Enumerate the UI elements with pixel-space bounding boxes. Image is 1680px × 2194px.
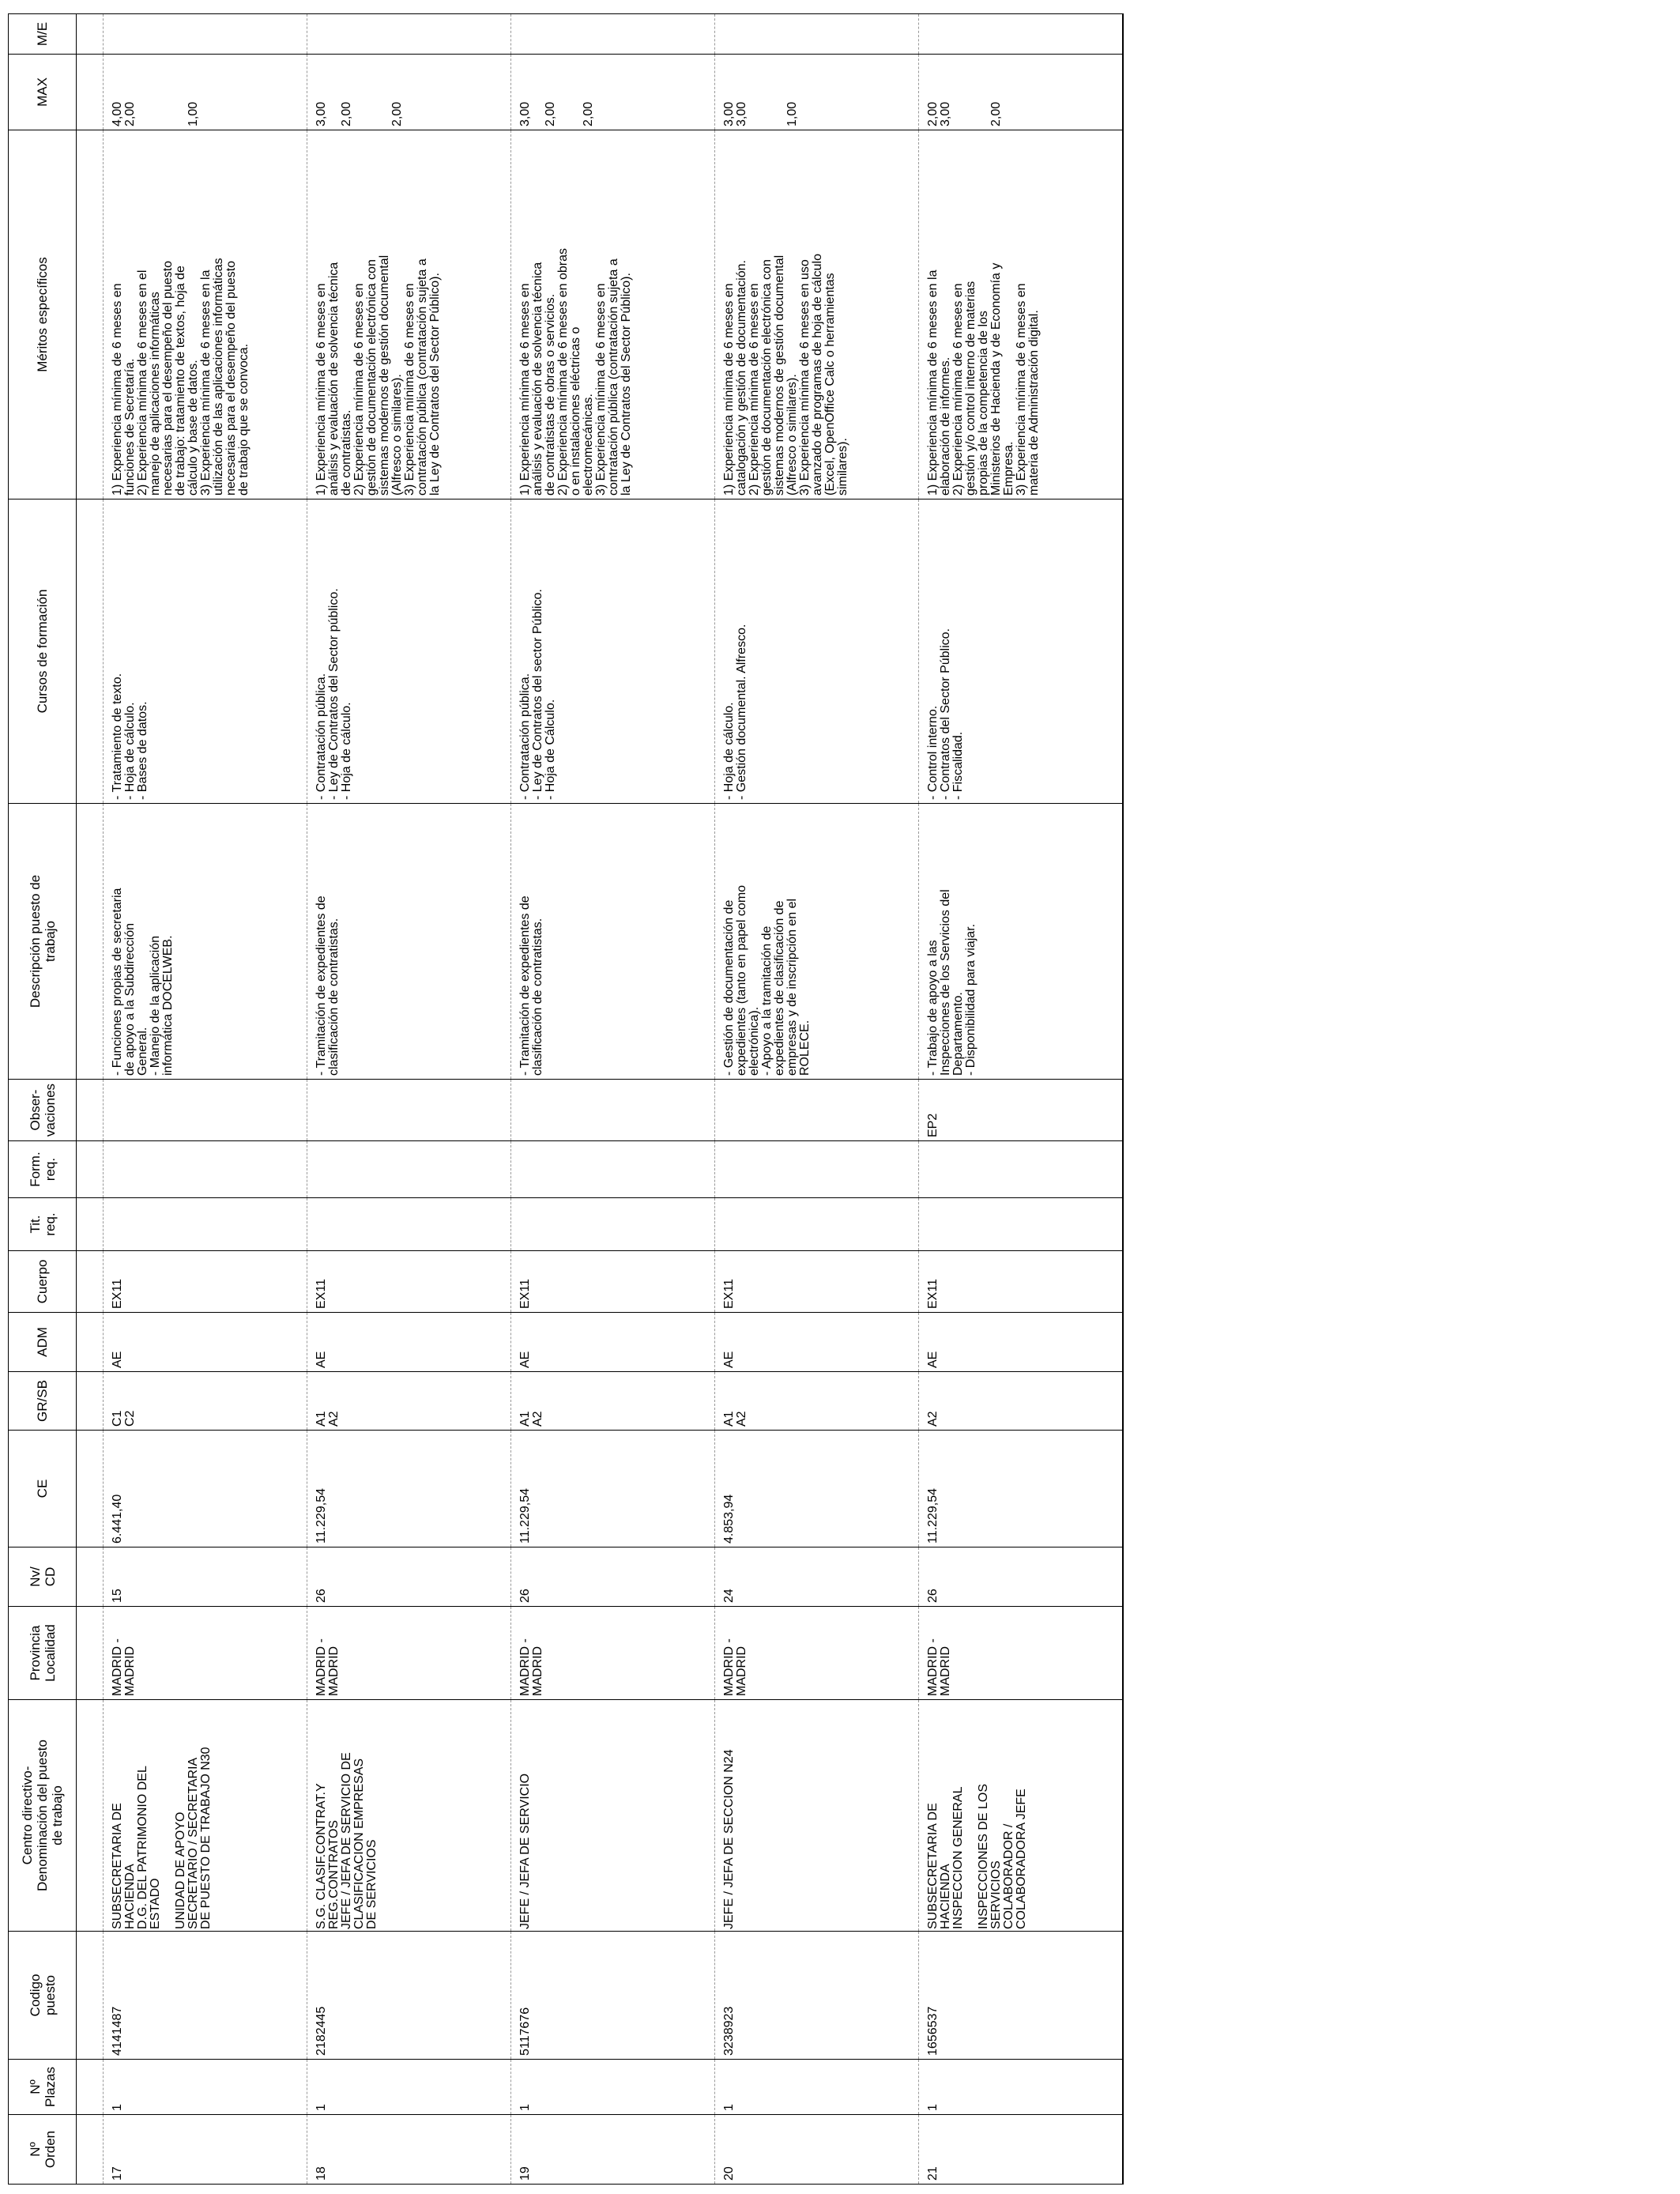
max-value [799,58,812,126]
obs-value [715,1080,723,1140]
cell-max [715,55,919,130]
plazas-value: 1 [315,2104,328,2111]
orden-value: 17 [111,2166,124,2181]
header-codigo: Codigo puesto [9,1932,77,2060]
max-value [1003,58,1015,126]
nivel-value: 24 [722,1589,736,1603]
obs-value [104,1080,111,1140]
provincia-value: MADRID - MADRID [518,1638,544,1696]
cell-tit [511,1198,715,1251]
cell-centro [104,1700,307,1932]
max-value [761,58,774,126]
cell-cursos [511,499,715,804]
cell-ce [307,1431,511,1547]
adm-value: AE [315,1351,328,1368]
orden-value: 18 [315,2166,328,2181]
centro-directivo: SUBSECRETARIA DE HACIENDA INSPECCION GENERAL INSPECCIONES DE LOS SERVICIOS [926,1783,1003,1929]
header-adm: ADM [9,1313,77,1372]
max-value [137,58,149,126]
cell-max [307,55,511,130]
header-max: MAX [9,55,77,130]
cell-ce [715,1431,919,1547]
header-orden: Nº Orden [9,2115,77,2185]
adm-value: AE [722,1351,736,1368]
header-ce: CE [9,1431,77,1547]
max-value: 2,00 [544,101,557,126]
cell-adm [715,1313,919,1372]
cell-form [715,1141,919,1198]
nivel-value: 26 [926,1589,940,1603]
max-value: 4,00 [111,101,124,126]
max-value: 1,00 [186,101,200,126]
plazas-value: 1 [926,2104,940,2111]
codigo-value: 4141487 [111,2006,124,2056]
tit-value [511,1198,519,1250]
header-form: Form. req. [9,1141,77,1198]
cell-descripcion [104,804,307,1080]
cell-descripcion [715,804,919,1080]
orden-value: 21 [926,2166,940,2181]
max-value [748,58,761,126]
cell-orden [104,2115,307,2185]
cell-meritos [511,130,715,499]
cell-tit [715,1198,919,1251]
job-positions-table [8,13,1124,2185]
max-value [532,58,544,126]
me-value [104,14,111,54]
cell-meritos [919,130,1124,499]
cell-obs [511,1080,715,1141]
max-value: 2,00 [926,101,940,126]
cell-codigo [511,1932,715,2060]
max-value: 3,00 [722,101,736,126]
cell-descripcion [919,804,1124,1080]
header-cursos: Cursos de formación [9,499,77,804]
cursos-value: - Tratamiento de texto. - Hoja de cálculo. - Bases de datos. [111,673,149,800]
cell-descripcion [307,804,511,1080]
max-value [162,58,175,126]
cell-centro [307,1700,511,1932]
cuerpo-value: EX11 [722,1279,736,1309]
spacer-row [77,14,104,2185]
adm-value: AE [926,1351,940,1368]
cell-codigo [919,1932,1124,2060]
meritos-value: 1) Experiencia mínima de 6 meses en funciones de Secretaría. 2) Experiencia mínima de 6 meses en el manejo de aplicaciones informáticas necesarias para el desempeño del puesto de trabajo: tratamiento de textos, hoja de cálculo y base de datos. 3) Experiencia mínima de 6 meses en la utilización de las aplicaciones informáticas necesarias para el desempeño del puesto de trabajo que se convoca. [111,258,250,496]
tit-value [104,1198,111,1250]
max-value: 2,00 [989,101,1003,126]
cell-centro [715,1700,919,1932]
cell-max [511,55,715,130]
centro-directivo: SUBSECRETARIA DE HACIENDA D.G. DEL PATRIMONIO DEL ESTADO UNIDAD DE APOYO [111,1766,187,1929]
centro-directivo: S.G. CLASIF.CONTRAT.Y REG.CONTRATOS [315,1783,341,1929]
descripcion-value: - Funciones propias de secretaria de apoyo a la Subdirección General. - Manejo de la aplicación informática DOCELWEB. [111,888,175,1076]
max-value: 2,00 [582,101,595,126]
plazas-value: 1 [722,2104,736,2111]
cell-cuerpo [104,1251,307,1313]
header-nivel: Nv/ CD [9,1547,77,1607]
header-me: M/E [9,14,77,55]
cell-nivel [715,1547,919,1607]
cell-form [919,1141,1124,1198]
form-value [104,1141,111,1197]
cell-cursos [715,499,919,804]
header-meritos: Méritos específicos [9,130,77,499]
cell-me [307,14,511,55]
cell-meritos [715,130,919,499]
max-value [977,58,990,126]
cell-adm [307,1313,511,1372]
form-value [715,1141,723,1197]
cell-grupo [104,1372,307,1431]
ce-value: 11.229,54 [315,1488,328,1544]
me-value [919,14,927,54]
max-value: 3,00 [939,101,952,126]
cell-provincia [715,1607,919,1700]
descripcion-value: - Trabajo de apoyo a las Inspecciones de los Servicios del Departamento. - Disponibilidad para viajar. [926,889,977,1076]
cell-provincia [307,1607,511,1700]
tit-value [919,1198,927,1250]
max-value [570,58,582,126]
max-value [952,58,965,126]
max-value [965,58,977,126]
cell-obs [104,1080,307,1141]
cell-me [104,14,307,55]
cell-max [104,55,307,130]
nivel-value: 26 [315,1589,328,1603]
provincia-value: MADRID - MADRID [315,1638,341,1696]
max-value [328,58,341,126]
cell-obs [715,1080,919,1141]
cell-orden [919,2115,1124,2185]
ce-value: 11.229,54 [518,1488,532,1544]
cell-ce [511,1431,715,1547]
orden-value: 20 [722,2166,736,2181]
cell-meritos [104,130,307,499]
codigo-value: 5117676 [518,2007,532,2056]
cell-nivel [307,1547,511,1607]
max-value: 2,00 [123,101,137,126]
table-row [715,14,919,2185]
cell-form [511,1141,715,1198]
cell-plazas [104,2060,307,2115]
puesto-denominacion: COLABORADOR / COLABORADORA JEFE [1002,1789,1028,1929]
cell-cuerpo [307,1251,511,1313]
codigo-value: 3238923 [722,2006,736,2056]
obs-value [307,1080,315,1140]
max-value [175,58,187,126]
codigo-value: 2182445 [315,2006,328,2056]
cell-me [919,14,1124,55]
cell-obs [919,1080,1124,1141]
max-value: 2,00 [390,101,404,126]
cell-grupo [511,1372,715,1431]
cell-ce [919,1431,1124,1547]
cell-max [919,55,1124,130]
max-value: 2,00 [340,101,353,126]
cell-grupo [307,1372,511,1431]
grupo-value: A1 A2 [722,1411,748,1427]
cell-descripcion [511,804,715,1080]
cursos-value: - Control interno. - Contratos del Sector Público. - Fiscalidad. [926,628,965,800]
cell-cuerpo [919,1251,1124,1313]
meritos-value: 1) Experiencia mínima de 6 meses en la elaboración de informes. 2) Experiencia mínima de 6 meses en gestión y/o control interno de materias propias de la competencia de los Ministerios de Hacienda y de Economía y Empresa. 3) Experiencia mínima de 6 meses en materia de Administración digital. [926,262,1041,496]
max-value: 1,00 [785,101,799,126]
cell-nivel [919,1547,1124,1607]
header-descripcion: Descripción puesto de trabajo [9,804,77,1080]
cell-codigo [307,1932,511,2060]
cell-nivel [104,1547,307,1607]
cuerpo-value: EX11 [111,1279,124,1309]
puesto-denominacion: SECRETARIO / SECRETARIA DE PUESTO DE TRABAJO N30 [186,1747,213,1929]
cell-tit [919,1198,1124,1251]
cell-orden [511,2115,715,2185]
cell-codigo [715,1932,919,2060]
max-value [557,58,570,126]
max-value [149,58,162,126]
header-centro: Centro directivo- Denominación del puesto de trabajo [9,1700,77,1932]
cursos-value: - Contratación pública. - Ley de Contratos del Sector público. - Hoja de cálculo. [315,588,353,800]
cursos-value: - Hoja de cálculo. - Gestión documental. Alfresco. [722,624,748,800]
cell-cursos [919,499,1124,804]
cell-cuerpo [511,1251,715,1313]
table-row [511,14,715,2185]
cell-tit [104,1198,307,1251]
cell-plazas [511,2060,715,2115]
cell-obs [307,1080,511,1141]
header-grupo: GR/SB [9,1372,77,1431]
nivel-value: 26 [518,1589,532,1603]
grupo-value: A2 [926,1411,940,1427]
adm-value: AE [111,1351,124,1368]
cell-plazas [919,2060,1124,2115]
descripcion-value: - Gestión de documentación de expedientes (tanto en papel como electrónica). - Apoyo a la tramitación de expedientes de clasificación de empresas y de inscripción en el ROLECE. [722,884,812,1076]
plazas-value: 1 [518,2104,532,2111]
cell-grupo [919,1372,1124,1431]
cell-provincia [104,1607,307,1700]
me-value [307,14,315,54]
meritos-value: 1) Experiencia mínima de 6 meses en análisis y evaluación de solvencia técnica de contratistas de obras o servicios. 2) Experiencia mínima de 6 meses en obras o en instalaciones eléctricas o electromecánicas. 3) Experiencia mínima de 6 meses en contratación pública (contratación sujeta a la Ley de Contratos del Sector Público). [518,247,633,496]
grupo-value: A1 A2 [518,1411,544,1427]
ce-value: 6.441,40 [111,1494,124,1544]
orden-value: 19 [518,2166,532,2181]
cursos-value: - Contratación pública. - Ley de Contratos del sector Público. - Hoja de Cálculo. [518,589,557,800]
cuerpo-value: EX11 [926,1279,940,1309]
obs-value: EP2 [926,1113,940,1137]
me-value [715,14,723,54]
obs-value [511,1080,519,1140]
max-value [595,58,608,126]
form-value [511,1141,519,1197]
cell-form [104,1141,307,1198]
header-cuerpo: Cuerpo [9,1251,77,1313]
form-value [919,1141,927,1197]
cell-provincia [511,1607,715,1700]
max-value [774,58,786,126]
form-value [307,1141,315,1197]
descripcion-value: - Tramitación de expedientes de clasificación de contratistas. [518,895,544,1076]
cell-adm [104,1313,307,1372]
cell-cuerpo [715,1251,919,1313]
nivel-value: 15 [111,1589,124,1603]
cell-plazas [307,2060,511,2115]
cell-nivel [511,1547,715,1607]
cell-meritos [307,130,511,499]
puesto-denominacion: JEFE / JEFA DE SERVICIO DE CLASIFICACION EMPRESAS DE SERVICIOS [340,1752,379,1929]
grupo-value: A1 A2 [315,1411,341,1427]
cell-form [307,1141,511,1198]
max-value [366,58,379,126]
ce-value: 11.229,54 [926,1488,940,1544]
header-obs: Obser- vaciones [9,1080,77,1141]
cell-centro [511,1700,715,1932]
cell-cursos [104,499,307,804]
max-value [353,58,366,126]
cell-tit [307,1198,511,1251]
ce-value: 4.853,94 [722,1494,736,1544]
me-value [511,14,519,54]
max-value: 3,00 [518,101,532,126]
cell-orden [307,2115,511,2185]
meritos-value: 1) Experiencia mínima de 6 meses en catalogación y gestión de documentación. 2) Experiencia mínima de 6 meses en gestión de documentación electrónica con sistemas modernos de gestión documental (Alfresco o similares). 3) Experiencia mínima de 6 meses en uso avanzado de programas de hoja de cálculo (Excel, OpenOffice Calc o herramientas similares). [722,254,849,496]
table-row [307,14,511,2185]
cell-ce [104,1431,307,1547]
provincia-value: MADRID - MADRID [111,1638,137,1696]
cell-plazas [715,2060,919,2115]
tit-value [715,1198,723,1250]
provincia-value: MADRID - MADRID [926,1638,952,1696]
max-value: 3,00 [315,101,328,126]
cell-provincia [919,1607,1124,1700]
puesto-denominacion: JEFE / JEFA DE SECCION N24 [722,1749,736,1929]
cell-orden [715,2115,919,2185]
cell-adm [511,1313,715,1372]
max-value [379,58,391,126]
puesto-denominacion: JEFE / JEFA DE SERVICIO [518,1773,532,1929]
header-row [9,14,77,2185]
table-row [919,14,1124,2185]
descripcion-value: - Tramitación de expedientes de clasificación de contratistas. [315,895,341,1076]
cuerpo-value: EX11 [518,1279,532,1309]
header-tit: Tit. req. [9,1198,77,1251]
header-provincia: Provincia Localidad [9,1607,77,1700]
adm-value: AE [518,1351,532,1368]
tit-value [307,1198,315,1250]
cell-centro [919,1700,1124,1932]
cell-grupo [715,1372,919,1431]
cell-me [715,14,919,55]
max-value: 3,00 [735,101,748,126]
cell-cursos [307,499,511,804]
provincia-value: MADRID - MADRID [722,1638,748,1696]
cell-me [511,14,715,55]
meritos-value: 1) Experiencia mínima de 6 meses en análisis y evaluación de solvencia técnica de contratistas. 2) Experiencia mínima de 6 meses en gestión de documentación electrónica con sistemas modernos de gestión documental (Alfresco o similares). 3) Experiencia mínima de 6 meses en contratación pública (contratación sujeta a la Ley de Contratos del Sector Público). [315,254,442,496]
table-row [104,14,307,2185]
header-plazas: Nº Plazas [9,2060,77,2115]
cuerpo-value: EX11 [315,1279,328,1309]
plazas-value: 1 [111,2104,124,2111]
cell-codigo [104,1932,307,2060]
cell-adm [919,1313,1124,1372]
grupo-value: C1 C2 [111,1410,137,1427]
codigo-value: 1656537 [926,2006,940,2056]
